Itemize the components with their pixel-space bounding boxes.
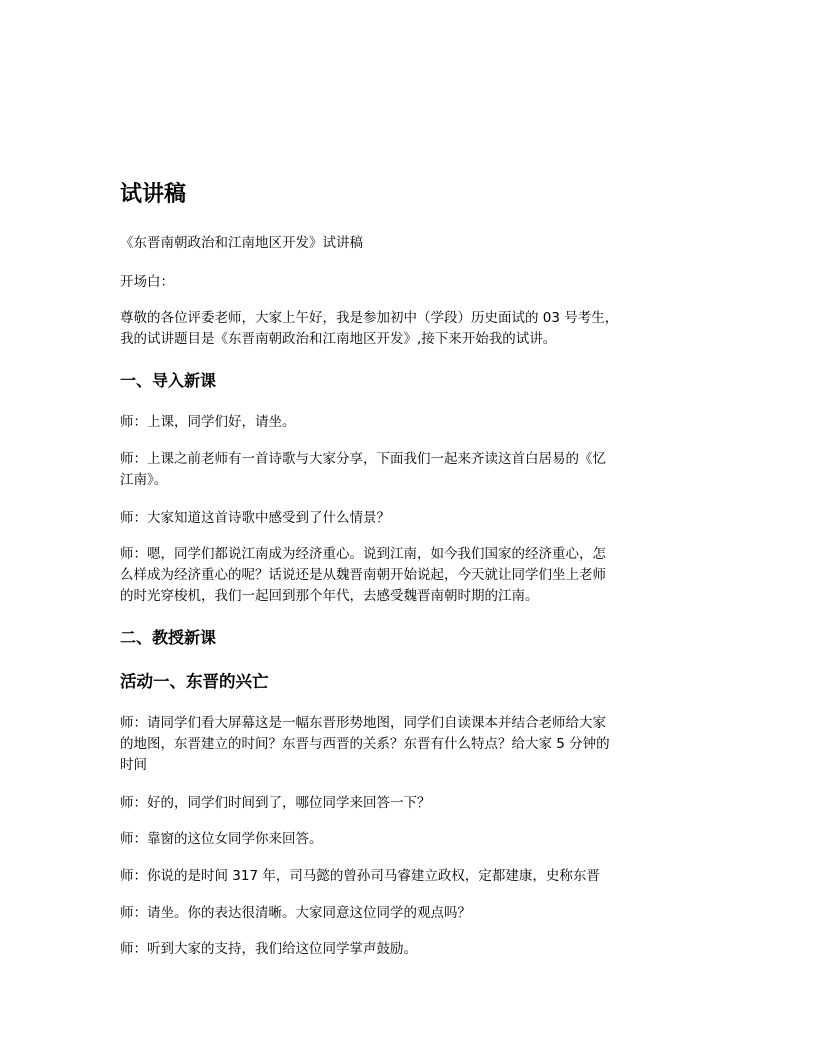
teacher-line: 师：请同学们看大屏幕这是一幅东晋形势地图，同学们自读课本并结合老师给大家 的地图，东晋建立的时间？东晋与西晋的关系？东晋有什么特点？给大家 5 分钟的 时间 <box>120 715 610 773</box>
teacher-line: 师：上课，同学们好，请坐。 <box>120 414 296 430</box>
teacher-line: 师：大家知道这首诗歌中感受到了什么情景？ <box>120 510 390 526</box>
section-heading-teaching: 二、教授新课 <box>120 628 217 647</box>
teacher-line: 师：听到大家的支持，我们给这位同学掌声鼓励。 <box>120 941 417 957</box>
teacher-line: 师：靠窗的这位女同学你来回答。 <box>120 831 323 847</box>
teacher-line: 师：上课之前老师有一首诗歌与大家分享，下面我们一起来齐读这首白居易的《忆 江南》。 <box>120 451 606 488</box>
document-title: 试讲稿 <box>120 182 187 207</box>
opening-label: 开场白： <box>120 274 174 290</box>
teacher-line: 师：你说的是时间 317 年，司马懿的曾孙司马睿建立政权，定都建康，史称东晋 <box>120 868 600 884</box>
activity-heading: 活动一、东晋的兴亡 <box>120 672 269 691</box>
document-page <box>120 0 700 1056</box>
section-heading-intro: 一、导入新课 <box>120 371 217 390</box>
teacher-line: 师：请坐。你的表达很清晰。大家同意这位同学的观点吗？ <box>120 905 471 921</box>
teacher-line: 师：嗯，同学们都说江南成为经济重心。说到江南，如今我们国家的经济重心，怎 么样成为经济重心的呢？话说还是从魏晋南朝开始说起，今天就让同学们坐上老师 的时光穿梭机，我们一起回到那个年代，去感受魏晋南朝时期的江南。 <box>120 546 606 604</box>
opening-paragraph: 尊敬的各位评委老师，大家上午好，我是参加初中（学段）历史面试的 03 号考生， 我的试讲题目是《东晋南朝政治和江南地区开发》,接下来开始我的试讲。 <box>120 310 619 347</box>
document-subtitle: 《东晋南朝政治和江南地区开发》试讲稿 <box>120 235 363 251</box>
teacher-line: 师：好的，同学们时间到了，哪位同学来回答一下？ <box>120 795 431 811</box>
